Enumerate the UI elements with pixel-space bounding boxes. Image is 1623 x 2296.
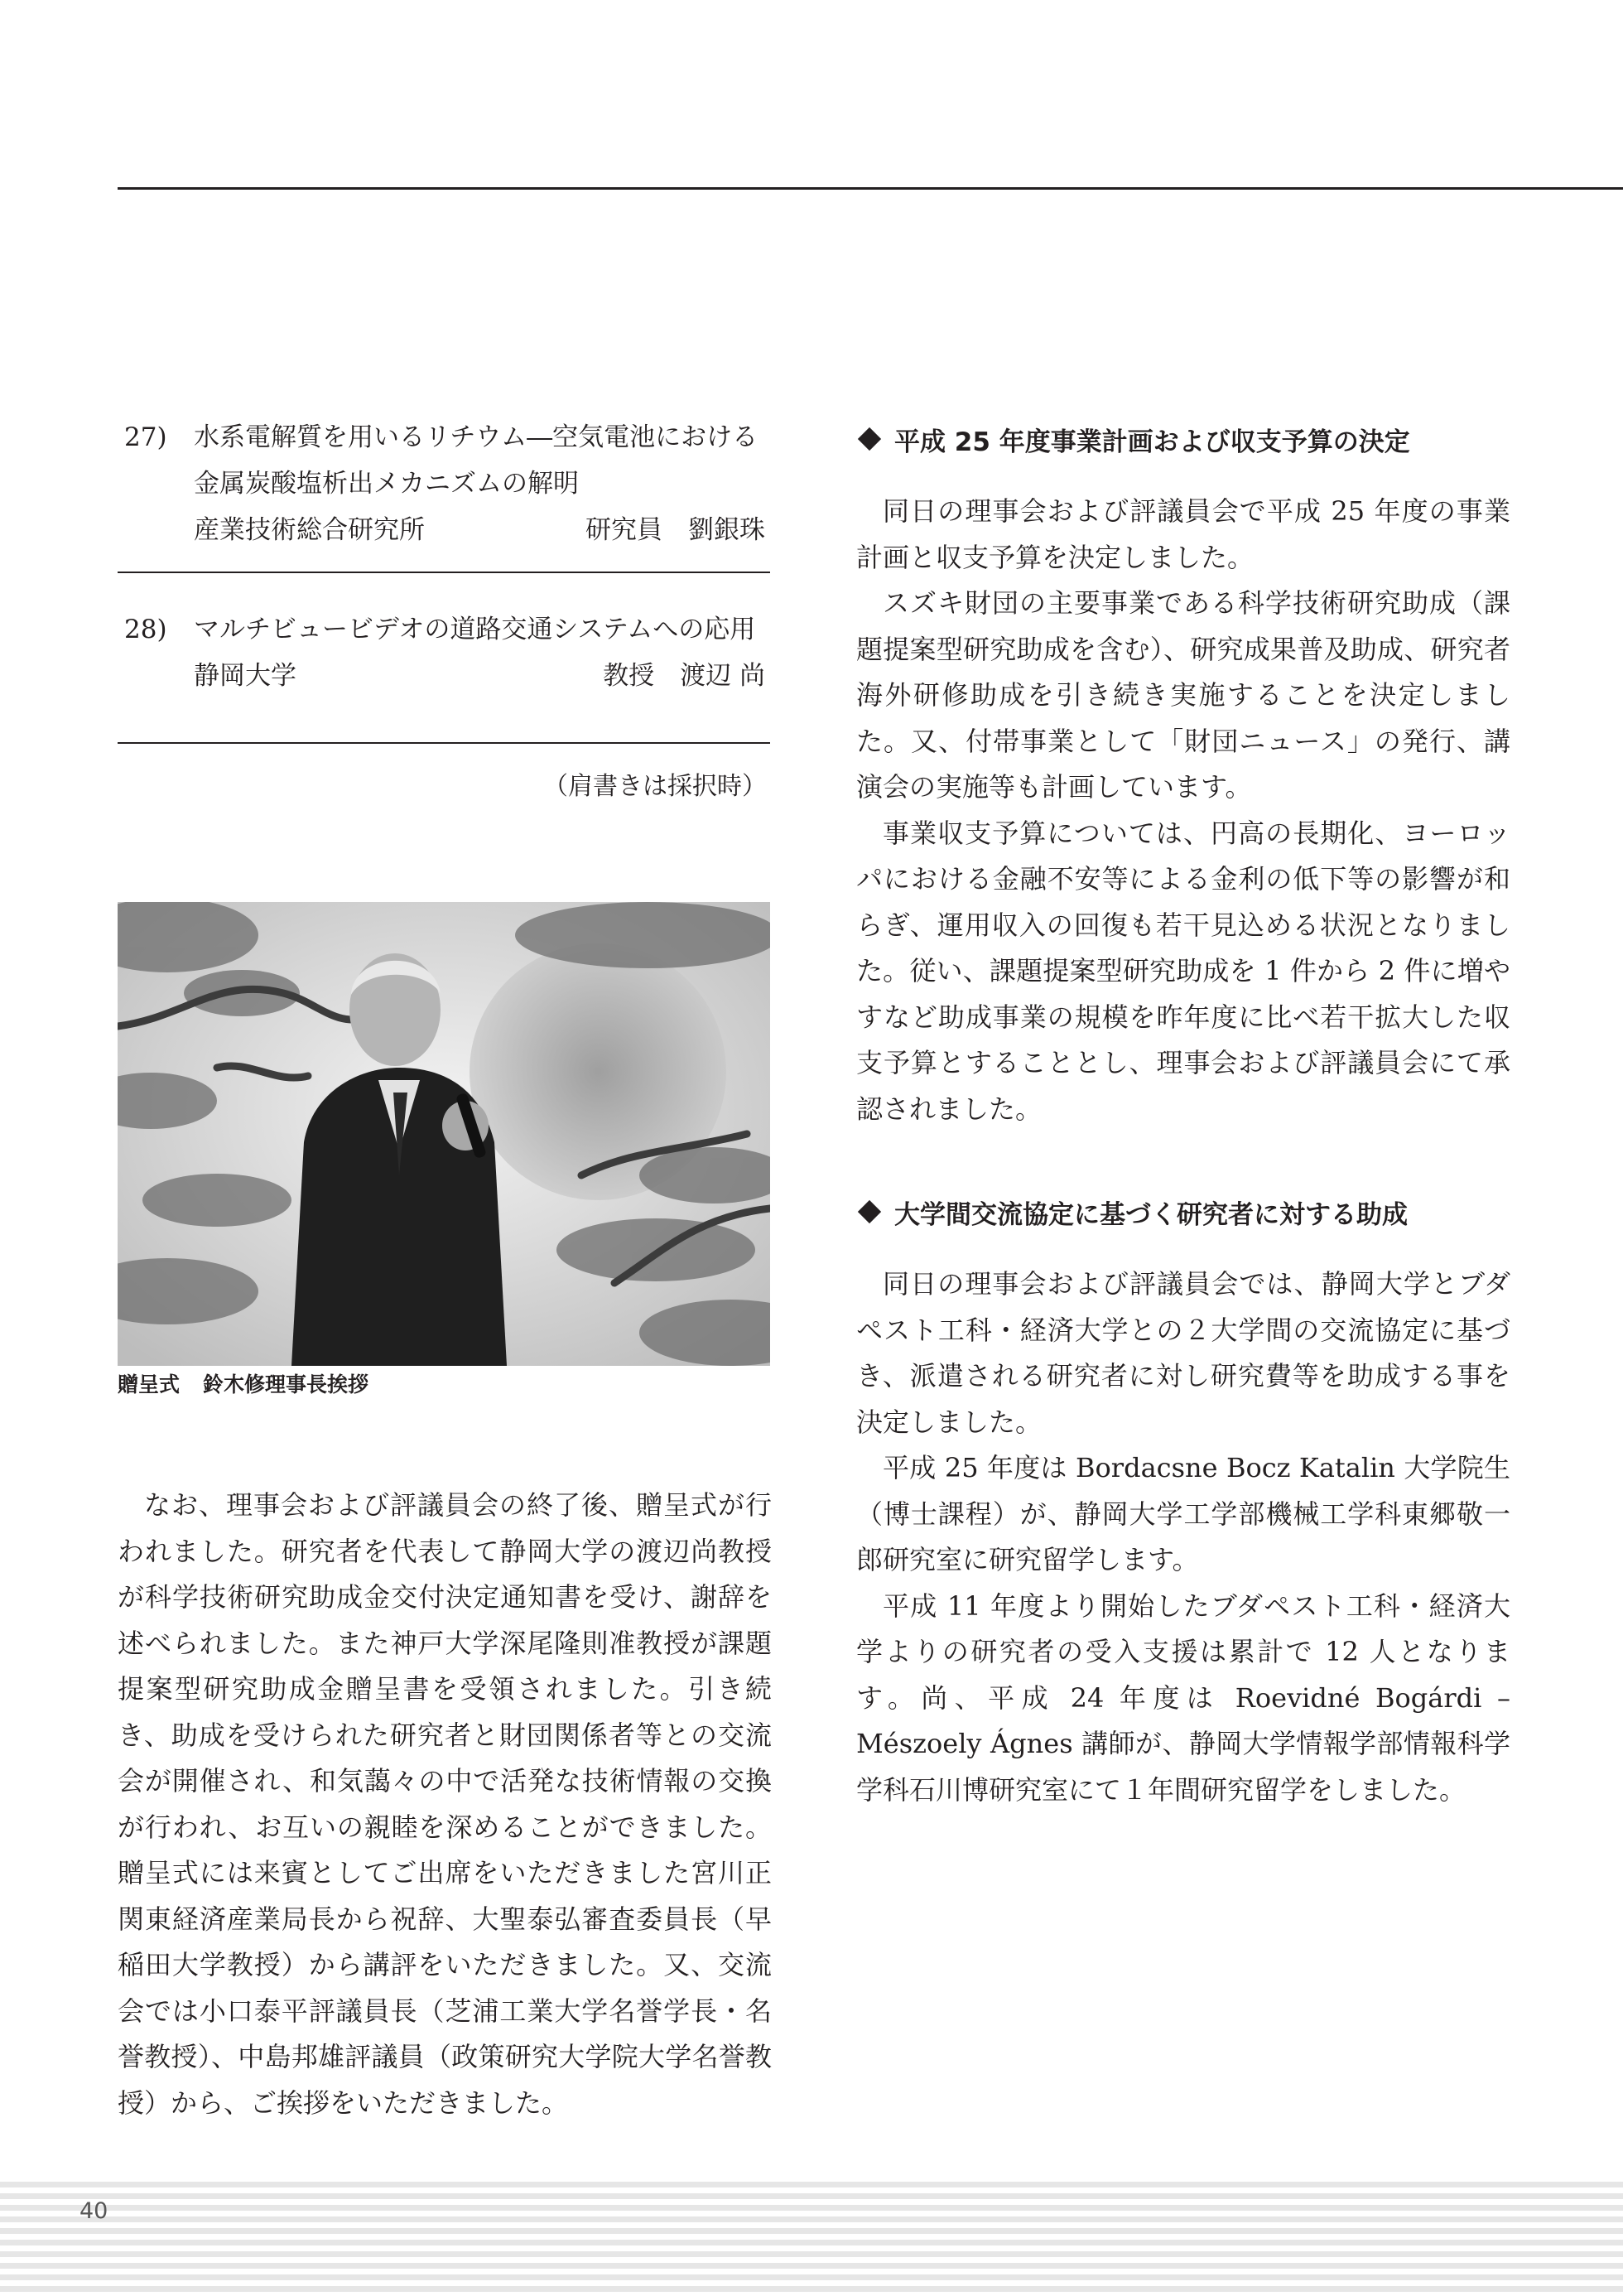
entry-title-line: 金属炭酸塩析出メカニズムの解明 <box>194 469 579 499</box>
footer-band <box>0 2182 1623 2296</box>
entry-number: 27) <box>124 422 167 452</box>
header-rule <box>118 187 1623 190</box>
body-paragraph: 同日の理事会および評議員会では、静岡大学とブダペスト工科・経済大学との２大学間の交流協定に基づき、派遣される研究者に対し研究費等を助成する事を決定しました。 <box>856 1268 1510 1438</box>
entry-institution: 産業技術総合研究所 <box>194 515 425 545</box>
diamond-bullet-icon <box>858 427 881 451</box>
section-heading <box>856 414 1510 464</box>
body-paragraph: なお、理事会および評議員会の終了後、贈呈式が行われました。研究者を代表して静岡大学の渡辺尚教授が科学技術研究助成金交付決定通知書を受け、謝辞を述べられました。また神戸大学深尾隆則准教授が課題提案型研究助成金贈呈書を受領されました。引き続き、助成を受けられた研究者と財団関係者等との交流会が開催され、和気藹々の中で活発な技術情報の交換が行われ、お互いの親睦を深めることができました。贈呈式には来賓としてご出席をいただきました宮川正関東経済産業局長から祝辞、大聖泰弘審査委員長（早稲田大学教授）から講評をいただきました。又、交流会では小口泰平評議員長（芝浦工業大学名誉学長・名誉教授）、中島邦雄評議員（政策研究大学院大学名誉教授）から、ご挨拶をいただきました。 <box>118 1489 772 2119</box>
section-heading-text: 大学間交流協定に基づく研究者に対する助成 <box>894 1199 1408 1230</box>
grant-entry-28 <box>118 606 770 699</box>
entry-divider <box>118 742 770 744</box>
body-paragraph: 事業収支予算については、円高の長期化、ヨーロッパにおける金融不安等による金利の低下等の影響が和らぎ、運用収入の回復も若干見込める状況となりました。従い、課題提案型研究助成を 1 件から 2 件に増やすなど助成事業の規模を昨年度に比べ若干拡大した収支予算とすることとし、理事会および評議員会にて承認されました。 <box>856 817 1510 1125</box>
section-heading-text: 平成 25 年度事業計画および収支予算の決定 <box>894 427 1410 457</box>
diamond-bullet-icon <box>858 1200 881 1223</box>
photo-caption <box>118 1368 368 1398</box>
left-column <box>118 414 770 802</box>
entry-affiliation <box>118 653 770 699</box>
entry-number: 28) <box>124 615 167 644</box>
caption-event: 贈呈式 <box>118 1372 181 1396</box>
entry-title-line: マルチビュービデオの道路交通システムへの応用 <box>194 615 756 644</box>
section-business-plan <box>856 414 1510 1132</box>
grant-entry-27 <box>118 414 770 553</box>
entry-divider <box>118 572 770 573</box>
body-paragraph: スズキ財団の主要事業である科学技術研究助成（課題提案型研究助成を含む）、研究成果普及助成、研究者海外研修助成を引き続き実施することを決定しました。又、付帯事業として「財団ニュース」の発行、講演会の実施等も計画しています。 <box>856 587 1510 803</box>
ceremony-photo <box>118 902 770 1366</box>
entry-person: 教授 渡辺 尚 <box>603 661 765 691</box>
ceremony-report <box>118 1483 772 2126</box>
section-university-exchange <box>856 1187 1510 1813</box>
caption-subject: 鈴木修理事長挨拶 <box>203 1372 369 1396</box>
title-note: （肩書きは採択時） <box>543 772 767 801</box>
entry-affiliation <box>118 507 770 553</box>
body-paragraph: 平成 25 年度は Bordacsne Bocz Katalin 大学院生（博士課程）が、静岡大学工学部機械工学科東郷敬一郎研究室に研究留学します。 <box>856 1452 1510 1575</box>
page-number: 40 <box>79 2198 108 2224</box>
entry-person: 研究員 劉銀珠 <box>585 515 765 545</box>
body-paragraph: 平成 11 年度より開始したブダペスト工科・経済大学よりの研究者の受入支援は累計で 12 人となります。尚、平成 24 年度は Roevidné Bogárdi –Mészoely Ágnes 講師が、静岡大学情報学部情報科学学科石川博研究室にて１年間研究留学をしました。 <box>856 1589 1510 1806</box>
entry-institution: 静岡大学 <box>194 661 296 691</box>
entry-title-line: 水系電解質を用いるリチウム―空気電池における <box>194 422 759 452</box>
body-paragraph: 同日の理事会および評議員会で平成 25 年度の事業計画と収支予算を決定しました。 <box>856 495 1510 573</box>
section-heading <box>856 1187 1510 1237</box>
right-column <box>856 414 1510 1813</box>
ceremony-photo-image <box>118 902 770 1366</box>
